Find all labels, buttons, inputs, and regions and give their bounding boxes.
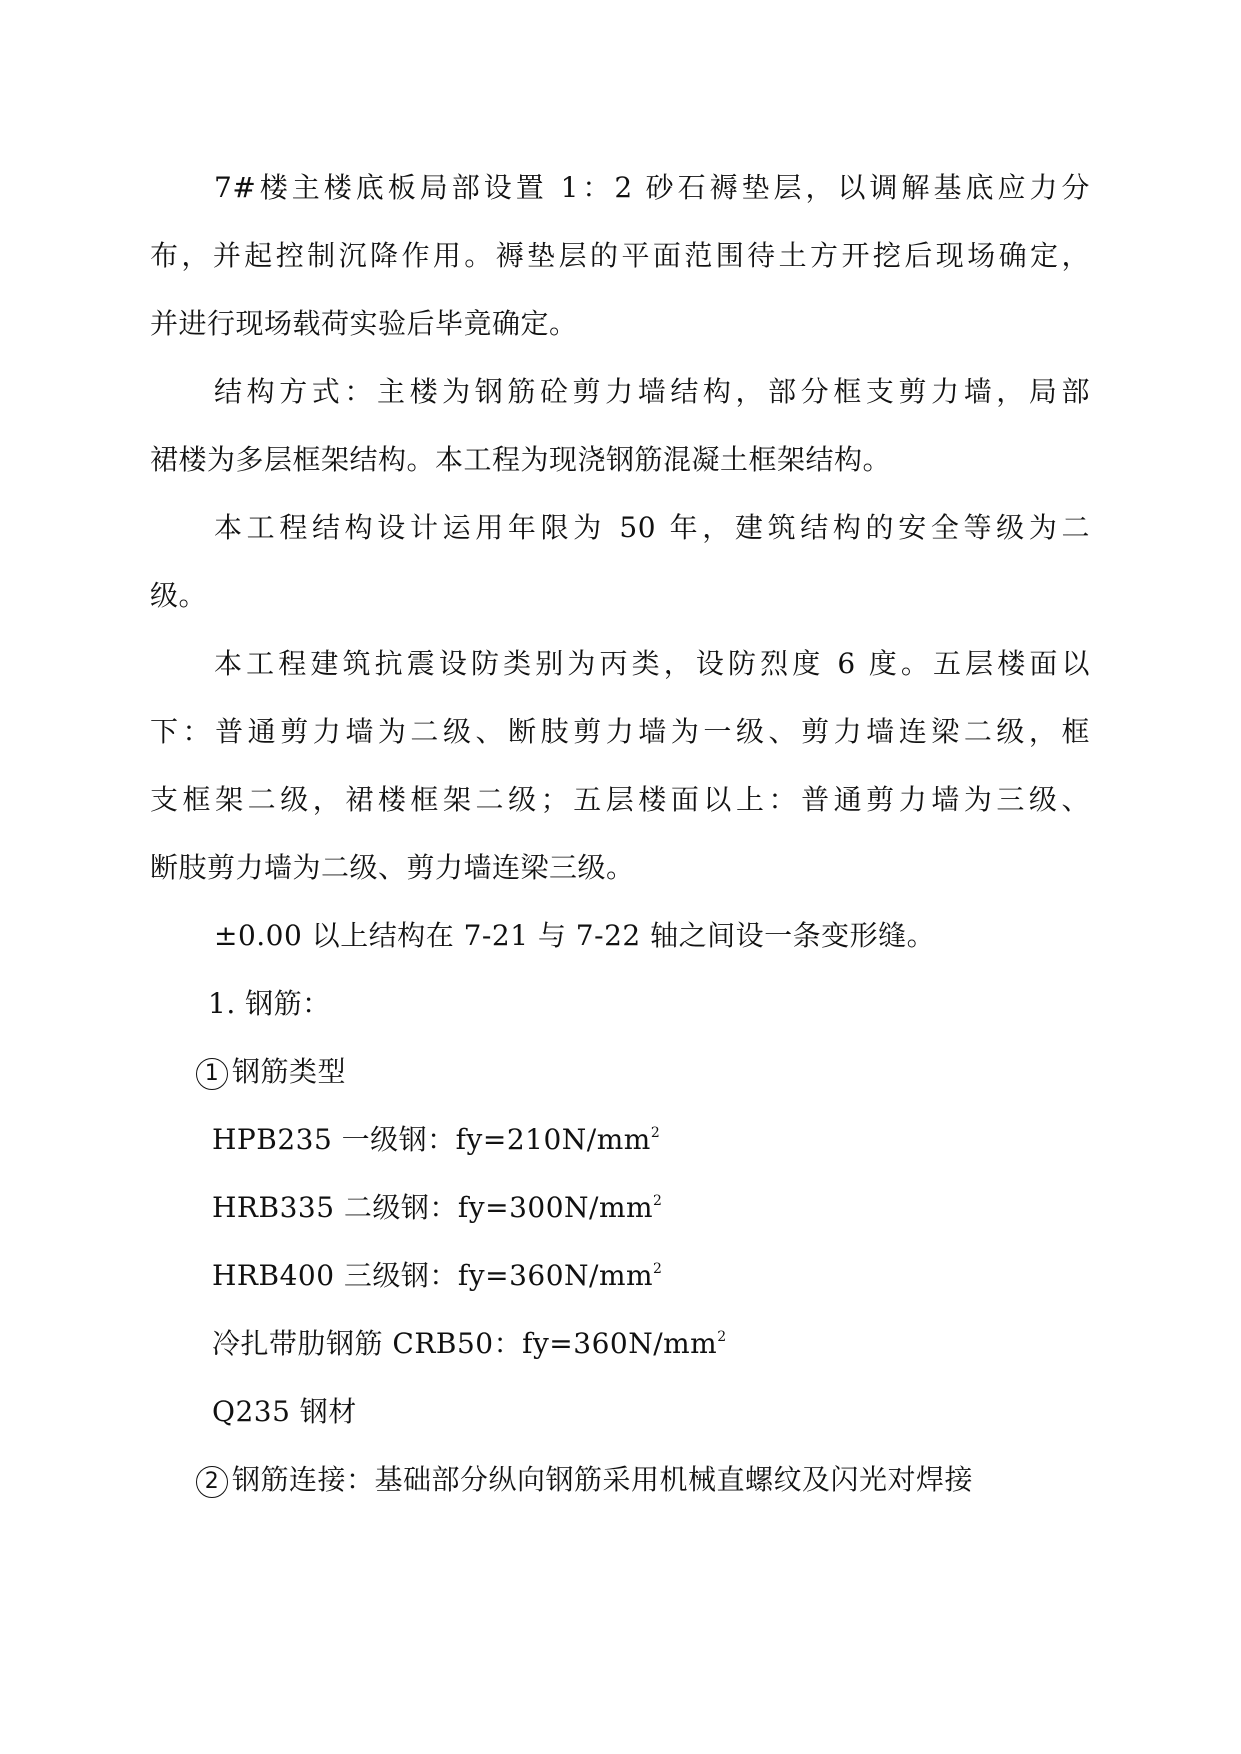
steel-grade-line: HRB400 三级钢：$fy=360N/mm^2$ bbox=[212, 1259, 663, 1292]
paragraph-line: 支框架二级，裙楼框架二级；五层楼面以上：普通剪力墙为三级、 bbox=[150, 783, 1090, 816]
steel-grade-line: 冷扎带肋钢筋 CRB50：$fy=360N/mm^2$ bbox=[212, 1327, 727, 1360]
paragraph-line: 裙楼为多层框架结构。本工程为现浇钢筋混凝土框架结构。 bbox=[150, 443, 892, 476]
paragraph-line: 结构方式：主楼为钢筋砼剪力墙结构，部分框支剪力墙，局部 bbox=[214, 375, 1090, 408]
paragraph-line: 断肢剪力墙为二级、剪力墙连梁三级。 bbox=[150, 851, 635, 884]
paragraph-line: ±0.00 以上结构在 7-21 与 7-22 轴之间设一条变形缝。 bbox=[214, 919, 936, 952]
paragraph-line: 本工程建筑抗震设防类别为丙类，设防烈度 6 度。五层楼面以 bbox=[214, 647, 1090, 680]
circled-number-marker: 2 bbox=[196, 1466, 228, 1498]
list-item-title: 钢筋类型 bbox=[232, 1055, 347, 1088]
paragraph-line: 布，并起控制沉降作用。褥垫层的平面范围待土方开挖后现场确定， bbox=[150, 239, 1090, 272]
paragraph-line: 7#楼主楼底板局部设置 1：2 砂石褥垫层，以调解基底应力分 bbox=[214, 171, 1090, 204]
paragraph-line: 下：普通剪力墙为二级、断肢剪力墙为一级、剪力墙连梁二级，框 bbox=[150, 715, 1090, 748]
paragraph-line: 级。 bbox=[150, 579, 208, 612]
steel-grade-line: Q235 钢材 bbox=[212, 1395, 357, 1428]
paragraph-line: 并进行现场载荷实验后毕竟确定。 bbox=[150, 307, 578, 340]
paragraph-line: 本工程结构设计运用年限为 50 年，建筑结构的安全等级为二 bbox=[214, 511, 1090, 544]
steel-grade-line: HPB235 一级钢：$fy=210N/mm^2$ bbox=[212, 1123, 661, 1156]
list-item-steel-types bbox=[196, 1054, 346, 1090]
list-item-title: 钢筋连接：基础部分纵向钢筋采用机械直螺纹及闪光对焊接 bbox=[232, 1463, 974, 1496]
steel-grade-line: HRB335 二级钢：$fy=300N/mm^2$ bbox=[212, 1191, 663, 1224]
list-item-steel-connection bbox=[196, 1462, 973, 1498]
section-heading: 1. 钢筋： bbox=[208, 987, 331, 1020]
circled-number-marker: 1 bbox=[196, 1058, 228, 1090]
